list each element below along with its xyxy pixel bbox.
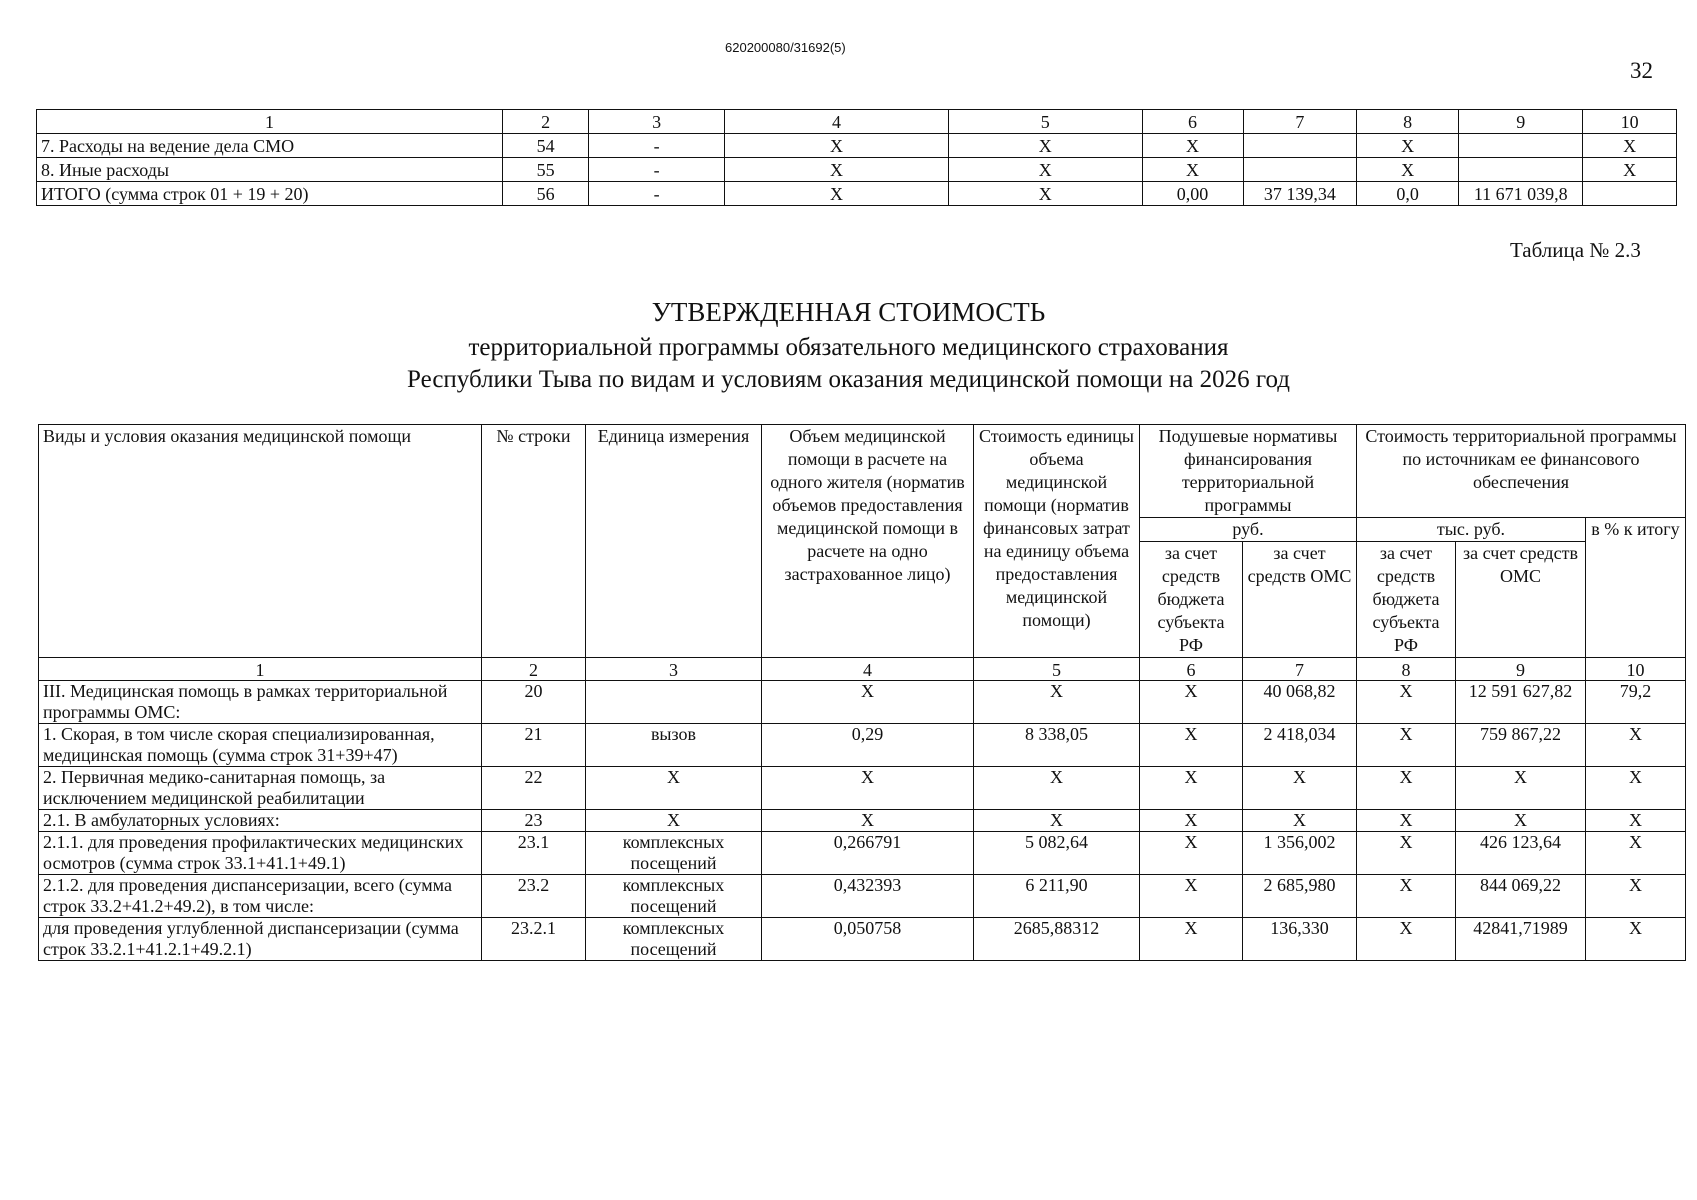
main-table-col-numbers	[39, 658, 1686, 681]
cell: X	[1140, 875, 1243, 918]
table-row	[39, 724, 1686, 767]
cell: X	[1586, 724, 1686, 767]
row-line: 56	[503, 182, 589, 206]
cell: X	[1586, 832, 1686, 875]
row-volume: 0,266791	[762, 832, 974, 875]
col-number: 3	[586, 658, 762, 681]
header-line-no: № строки	[482, 425, 586, 658]
cell: X	[1357, 767, 1456, 810]
cell: X	[1357, 134, 1459, 158]
row-volume: X	[762, 681, 974, 724]
cell: X	[949, 158, 1143, 182]
row-label: 2.1.1. для проведения профилактических медицинских осмотров (сумма строк 33.1+41.1+49.1)	[39, 832, 482, 875]
cell: X	[1357, 724, 1456, 767]
cell: -	[589, 158, 725, 182]
col-number: 4	[724, 110, 948, 134]
cell: 12 591 627,82	[1456, 681, 1586, 724]
cell: X	[1357, 681, 1456, 724]
cell: 0,0	[1357, 182, 1459, 206]
cell: X	[1357, 875, 1456, 918]
cell: 40 068,82	[1243, 681, 1357, 724]
cell: 426 123,64	[1456, 832, 1586, 875]
cell: 136,330	[1243, 918, 1357, 961]
cell: X	[724, 182, 948, 206]
header-volume: Объем медицинской помощи в расчете на одного жителя (норматив объемов предоставления медицинской помощи в расчете на одно застрахованное лицо)	[762, 425, 974, 658]
table-row	[37, 134, 1677, 158]
cell: X	[1243, 767, 1357, 810]
row-unit: комплексных посещений	[586, 918, 762, 961]
header-types: Виды и условия оказания медицинской помощи	[39, 425, 482, 658]
cell	[1583, 182, 1677, 206]
row-volume: 0,050758	[762, 918, 974, 961]
row-label: III. Медицинская помощь в рамках территориальной программы ОМС:	[39, 681, 482, 724]
row-line: 21	[482, 724, 586, 767]
cell: 79,2	[1586, 681, 1686, 724]
cell: X	[1357, 810, 1456, 832]
row-volume: 0,29	[762, 724, 974, 767]
row-line: 23.2	[482, 875, 586, 918]
table-row	[39, 767, 1686, 810]
cell: 11 671 039,8	[1459, 182, 1583, 206]
col-number: 10	[1586, 658, 1686, 681]
row-label: 7. Расходы на ведение дела СМО	[37, 134, 503, 158]
main-table	[38, 424, 1686, 961]
row-label: 2.1.2. для проведения диспансеризации, всего (сумма строк 33.2+41.2+49.2), в том числе:	[39, 875, 482, 918]
cell: X	[724, 134, 948, 158]
cell: X	[1456, 767, 1586, 810]
table-row	[37, 158, 1677, 182]
table-row	[39, 810, 1686, 832]
col-number: 6	[1140, 658, 1243, 681]
row-volume: X	[762, 767, 974, 810]
col-number: 7	[1243, 658, 1357, 681]
row-unit: вызов	[586, 724, 762, 767]
cell: -	[589, 134, 725, 158]
cell	[1243, 134, 1357, 158]
row-cost: 8 338,05	[974, 724, 1140, 767]
top-table-col-numbers	[37, 110, 1677, 134]
page-number: 32	[1630, 58, 1653, 83]
row-line: 23.1	[482, 832, 586, 875]
cell: X	[949, 134, 1143, 158]
row-cost: X	[974, 810, 1140, 832]
header-budget: за счет средств бюджета субъекта РФ	[1140, 542, 1243, 658]
row-unit	[586, 681, 762, 724]
cell	[1243, 158, 1357, 182]
row-label: ИТОГО (сумма строк 01 + 19 + 20)	[37, 182, 503, 206]
row-line: 22	[482, 767, 586, 810]
col-number: 5	[974, 658, 1140, 681]
cell: X	[1140, 767, 1243, 810]
top-table	[36, 109, 1677, 206]
cell: X	[1456, 810, 1586, 832]
page-title: УТВЕРЖДЕННАЯ СТОИМОСТЬ	[651, 297, 1046, 327]
row-volume: X	[762, 810, 974, 832]
col-number: 10	[1583, 110, 1677, 134]
row-label: для проведения углубленной диспансеризации (сумма строк 33.2.1+41.2.1+49.2.1)	[39, 918, 482, 961]
cell: -	[589, 182, 725, 206]
cell: 2 685,980	[1243, 875, 1357, 918]
row-unit: X	[586, 810, 762, 832]
row-label: 2. Первичная медико-санитарная помощь, за исключением медицинской реабилитации	[39, 767, 482, 810]
cell: X	[949, 182, 1143, 206]
row-label: 2.1. В амбулаторных условиях:	[39, 810, 482, 832]
col-number: 2	[482, 658, 586, 681]
header-oms: за счет средств ОМС	[1456, 542, 1586, 658]
cell: X	[1357, 918, 1456, 961]
header-program-cost: Стоимость территориальной программы по источникам ее финансового обеспечения	[1357, 425, 1686, 518]
col-number: 9	[1456, 658, 1586, 681]
cell: 0,00	[1142, 182, 1243, 206]
table-row	[39, 875, 1686, 918]
header-unit: Единица измерения	[586, 425, 762, 658]
row-cost: 2685,88312	[974, 918, 1140, 961]
row-cost: 5 082,64	[974, 832, 1140, 875]
cell: X	[1142, 134, 1243, 158]
cell: X	[1586, 875, 1686, 918]
table-row	[39, 681, 1686, 724]
cell: X	[1243, 810, 1357, 832]
table-row	[39, 832, 1686, 875]
col-number: 5	[949, 110, 1143, 134]
col-number: 9	[1459, 110, 1583, 134]
cell	[1459, 158, 1583, 182]
row-line: 54	[503, 134, 589, 158]
cell: X	[1586, 810, 1686, 832]
document-number: 620200080/31692(5)	[725, 40, 846, 55]
header-budget: за счет средств бюджета субъекта РФ	[1357, 542, 1456, 658]
cell: X	[1140, 681, 1243, 724]
header-cost: Стоимость единицы объема медицинской помощи (норматив финансовых затрат на единицу объема предоставления медицинской помощи)	[974, 425, 1140, 658]
col-number: 1	[39, 658, 482, 681]
col-number: 8	[1357, 658, 1456, 681]
cell: 42841,71989	[1456, 918, 1586, 961]
row-cost: X	[974, 767, 1140, 810]
cell: X	[1586, 918, 1686, 961]
col-number: 1	[37, 110, 503, 134]
header-thous-rub: тыс. руб.	[1357, 518, 1586, 542]
header-percent: в % к итогу	[1586, 518, 1686, 658]
row-label: 8. Иные расходы	[37, 158, 503, 182]
header-row	[39, 425, 1686, 518]
cell	[1459, 134, 1583, 158]
col-number: 8	[1357, 110, 1459, 134]
cell: 1 356,002	[1243, 832, 1357, 875]
row-label: 1. Скорая, в том числе скорая специализированная, медицинская помощь (сумма строк 31+39+47)	[39, 724, 482, 767]
table-row	[39, 918, 1686, 961]
cell: X	[1140, 810, 1243, 832]
cell: X	[724, 158, 948, 182]
header-rub: руб.	[1140, 518, 1357, 542]
row-line: 23.2.1	[482, 918, 586, 961]
table-label: Таблица № 2.3	[1510, 238, 1641, 262]
page-subtitle-line1: территориальной программы обязательного медицинского страхования	[468, 334, 1229, 361]
row-unit: X	[586, 767, 762, 810]
cell: 844 069,22	[1456, 875, 1586, 918]
row-unit: комплексных посещений	[586, 832, 762, 875]
cell: X	[1357, 832, 1456, 875]
row-unit: комплексных посещений	[586, 875, 762, 918]
row-cost: X	[974, 681, 1140, 724]
cell: X	[1140, 724, 1243, 767]
header-oms: за счет средств ОМС	[1243, 542, 1357, 658]
cell: 37 139,34	[1243, 182, 1357, 206]
cell: X	[1357, 158, 1459, 182]
header-per-capita: Подушевые нормативы финансирования территориальной программы	[1140, 425, 1357, 518]
cell: 759 867,22	[1456, 724, 1586, 767]
col-number: 4	[762, 658, 974, 681]
cell: X	[1583, 158, 1677, 182]
cell: X	[1583, 134, 1677, 158]
row-line: 55	[503, 158, 589, 182]
cell: X	[1140, 918, 1243, 961]
cell: X	[1142, 158, 1243, 182]
table-row-total	[37, 182, 1677, 206]
page-subtitle-line2: Республики Тыва по видам и условиям оказания медицинской помощи на 2026 год	[407, 366, 1290, 393]
col-number: 2	[503, 110, 589, 134]
row-cost: 6 211,90	[974, 875, 1140, 918]
col-number: 3	[589, 110, 725, 134]
row-line: 20	[482, 681, 586, 724]
col-number: 6	[1142, 110, 1243, 134]
row-volume: 0,432393	[762, 875, 974, 918]
cell: X	[1140, 832, 1243, 875]
cell: 2 418,034	[1243, 724, 1357, 767]
col-number: 7	[1243, 110, 1357, 134]
row-line: 23	[482, 810, 586, 832]
cell: X	[1586, 767, 1686, 810]
